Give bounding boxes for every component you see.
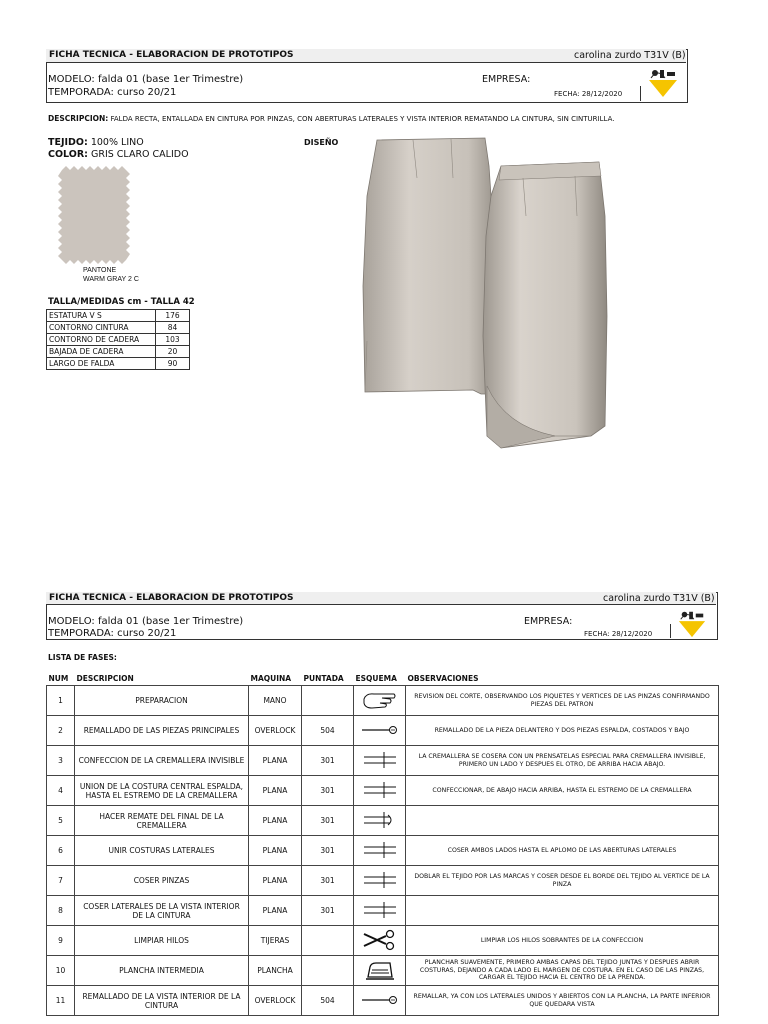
fase-row bbox=[47, 716, 719, 746]
tejido-value: 100% LINO bbox=[90, 137, 144, 148]
company-logo-icon bbox=[646, 66, 680, 98]
fase-row bbox=[47, 866, 719, 896]
fase-maquina: PLANCHA bbox=[249, 956, 302, 986]
fase-num: 5 bbox=[47, 806, 75, 836]
fase-puntada: 301 bbox=[302, 836, 354, 866]
sheet1-author: carolina zurdo T31V (B) bbox=[574, 50, 686, 61]
fase-esquema bbox=[354, 776, 406, 806]
backtack-icon bbox=[360, 822, 400, 831]
medida-value: 176 bbox=[156, 310, 190, 322]
description-label: DESCRIPCION: bbox=[48, 114, 109, 123]
plain-seam-icon bbox=[360, 912, 400, 921]
medidas-title: TALLA/MEDIDAS cm - TALLA 42 bbox=[48, 297, 195, 307]
fase-row bbox=[47, 896, 719, 926]
fase-num: 6 bbox=[47, 836, 75, 866]
fase-descripcion: UNION DE LA COSTURA CENTRAL ESPALDA, HASTA EL ESTREMO DE LA CREMALLERA bbox=[75, 776, 249, 806]
color-value: GRIS CLARO CALIDO bbox=[90, 149, 189, 160]
fase-maquina: OVERLOCK bbox=[249, 986, 302, 1016]
fase-row bbox=[47, 776, 719, 806]
medida-value: 90 bbox=[156, 358, 190, 370]
lista-fases-title: LISTA DE FASES: bbox=[48, 653, 117, 662]
fase-observaciones: DOBLAR EL TEJIDO POR LAS MARCAS Y COSER DESDE EL BORDE DEL TEJIDO AL VERTICE DE LA PINZA bbox=[406, 866, 719, 896]
color-label: COLOR: bbox=[48, 149, 88, 160]
medidas-row bbox=[47, 346, 190, 358]
col-descripcion: DESCRIPCION bbox=[76, 673, 134, 683]
fase-maquina: OVERLOCK bbox=[249, 716, 302, 746]
fase-maquina: MANO bbox=[249, 686, 302, 716]
col-num: NUM bbox=[48, 673, 69, 683]
medida-value: 103 bbox=[156, 334, 190, 346]
fase-num: 4 bbox=[47, 776, 75, 806]
sheet1-fecha: FECHA: 28/12/2020 bbox=[554, 90, 623, 98]
fase-maquina: PLANA bbox=[249, 776, 302, 806]
iron-icon bbox=[360, 974, 400, 983]
sheet2-modelo: MODELO: falda 01 (base 1er Trimestre) bbox=[48, 616, 244, 627]
fase-observaciones: CONFECCIONAR, DE ABAJO HACIA ARRIBA, HASTA EL ESTREMO DE LA CREMALLERA bbox=[406, 776, 719, 806]
fase-observaciones: REMALLAR, YA CON LOS LATERALES UNIDOS Y ABIERTOS CON LA PLANCHA, LA PARTE INFERIOR QUE QUEDARA VISTA bbox=[406, 986, 719, 1016]
fase-num: 1 bbox=[47, 686, 75, 716]
fases-header-row bbox=[47, 671, 719, 686]
fase-num: 10 bbox=[47, 956, 75, 986]
fase-descripcion: PREPARACION bbox=[75, 686, 249, 716]
fase-num: 3 bbox=[47, 746, 75, 776]
fase-observaciones bbox=[406, 806, 719, 836]
fase-descripcion: CONFECCION DE LA CREMALLERA INVISIBLE bbox=[75, 746, 249, 776]
col-observaciones: OBSERVACIONES bbox=[407, 673, 479, 683]
sheet2-author: carolina zurdo T31V (B) bbox=[603, 593, 715, 604]
fase-esquema bbox=[354, 956, 406, 986]
medidas-row bbox=[47, 310, 190, 322]
medida-name: LARGO DE FALDA bbox=[47, 358, 156, 370]
fase-row bbox=[47, 986, 719, 1016]
diseno-label: DISEÑO bbox=[304, 138, 339, 147]
col-esquema: ESQUEMA bbox=[355, 673, 397, 683]
fase-num: 9 bbox=[47, 926, 75, 956]
fase-row bbox=[47, 686, 719, 716]
fase-descripcion: COSER LATERALES DE LA VISTA INTERIOR DE LA CINTURA bbox=[75, 896, 249, 926]
hand-icon bbox=[360, 704, 400, 713]
fase-puntada: 504 bbox=[302, 716, 354, 746]
fase-row bbox=[47, 926, 719, 956]
company-logo-icon bbox=[676, 608, 708, 638]
fase-observaciones: PLANCHAR SUAVEMENTE, PRIMERO AMBAS CAPAS DEL TEJIDO JUNTAS Y DESPUES ABRIR COSTURAS, DEJANDO A CADA LADO EL MARGEN DE COSTURA. EN EL CASO DE LAS PINZAS, CARGAR EL TEJIDO HACIA EL CENTRO DE LA PRENDA. bbox=[406, 956, 719, 986]
sheet1-empresa: EMPRESA: bbox=[482, 74, 531, 85]
fase-observaciones bbox=[406, 896, 719, 926]
skirt-design-illustration bbox=[355, 136, 610, 456]
fase-esquema bbox=[354, 746, 406, 776]
fase-puntada: 301 bbox=[302, 746, 354, 776]
scissors-icon bbox=[360, 944, 400, 953]
fase-puntada bbox=[302, 956, 354, 986]
fabric-swatch bbox=[58, 166, 130, 264]
sheet2-fecha: FECHA: 28/12/2020 bbox=[584, 630, 653, 638]
fase-esquema bbox=[354, 866, 406, 896]
fase-maquina: PLANA bbox=[249, 836, 302, 866]
fase-puntada: 301 bbox=[302, 866, 354, 896]
fase-maquina: PLANA bbox=[249, 866, 302, 896]
fase-puntada: 301 bbox=[302, 776, 354, 806]
fase-esquema bbox=[354, 986, 406, 1016]
fase-observaciones: LA CREMALLERA SE COSERA CON UN PRENSATELAS ESPECIAL PARA CREMALLERA INVISIBLE, PRIMERO UN LADO Y DESPUES EL OTRO, DE ARRIBA HACIA ABAJO. bbox=[406, 746, 719, 776]
fase-observaciones: REVISION DEL CORTE, OBSERVANDO LOS PIQUETES Y VERTICES DE LAS PINZAS CONFIRMANDO PIEZAS DEL PATRON bbox=[406, 686, 719, 716]
fase-descripcion: HACER REMATE DEL FINAL DE LA CREMALLERA bbox=[75, 806, 249, 836]
fase-descripcion: REMALLADO DE LAS PIEZAS PRINCIPALES bbox=[75, 716, 249, 746]
fase-puntada: 301 bbox=[302, 806, 354, 836]
fase-esquema bbox=[354, 806, 406, 836]
overlock-icon bbox=[360, 730, 400, 739]
medidas-row bbox=[47, 334, 190, 346]
plain-seam-icon bbox=[360, 762, 400, 771]
fase-num: 7 bbox=[47, 866, 75, 896]
fase-puntada bbox=[302, 686, 354, 716]
fase-puntada: 301 bbox=[302, 896, 354, 926]
pantone-line1: PANTONE bbox=[83, 267, 117, 274]
fase-esquema bbox=[354, 836, 406, 866]
fase-num: 2 bbox=[47, 716, 75, 746]
fase-row bbox=[47, 836, 719, 866]
fase-row bbox=[47, 806, 719, 836]
tejido-label: TEJIDO: bbox=[48, 137, 88, 148]
medidas-row bbox=[47, 322, 190, 334]
fase-row bbox=[47, 746, 719, 776]
color-line bbox=[48, 149, 189, 160]
medida-name: CONTORNO DE CADERA bbox=[47, 334, 156, 346]
overlock-icon bbox=[360, 1000, 400, 1009]
medida-name: BAJADA DE CADERA bbox=[47, 346, 156, 358]
medidas-row bbox=[47, 358, 190, 370]
medida-value: 84 bbox=[156, 322, 190, 334]
sheet2-temporada: TEMPORADA: curso 20/21 bbox=[48, 628, 177, 639]
fase-num: 11 bbox=[47, 986, 75, 1016]
sheet1-title: FICHA TECNICA - ELABORACION DE PROTOTIPOS bbox=[49, 50, 294, 60]
fase-row bbox=[47, 956, 719, 986]
pantone-line2: WARM GRAY 2 C bbox=[83, 276, 139, 283]
fase-observaciones: COSER AMBOS LADOS HASTA EL APLOMO DE LAS ABERTURAS LATERALES bbox=[406, 836, 719, 866]
fase-puntada bbox=[302, 926, 354, 956]
col-maquina: MAQUINA bbox=[250, 673, 292, 683]
plain-seam-icon bbox=[360, 792, 400, 801]
fase-maquina: PLANA bbox=[249, 746, 302, 776]
tejido-line bbox=[48, 137, 144, 148]
fase-maquina: PLANA bbox=[249, 806, 302, 836]
col-puntada: PUNTADA bbox=[303, 673, 344, 683]
fase-esquema bbox=[354, 686, 406, 716]
medida-name: CONTORNO CINTURA bbox=[47, 322, 156, 334]
fase-esquema bbox=[354, 926, 406, 956]
fase-descripcion: UNIR COSTURAS LATERALES bbox=[75, 836, 249, 866]
fases-table bbox=[46, 671, 719, 1016]
fase-maquina: TIJERAS bbox=[249, 926, 302, 956]
fase-maquina: PLANA bbox=[249, 896, 302, 926]
fase-puntada: 504 bbox=[302, 986, 354, 1016]
sheet1-temporada: TEMPORADA: curso 20/21 bbox=[48, 87, 177, 98]
sheet2-empresa: EMPRESA: bbox=[524, 616, 573, 627]
description-text: FALDA RECTA, ENTALLADA EN CINTURA POR PINZAS, CON ABERTURAS LATERALES Y VISTA INTERIOR REMATANDO LA CINTURA, SIN CINTURILLA. bbox=[110, 115, 615, 123]
sheet1-modelo: MODELO: falda 01 (base 1er Trimestre) bbox=[48, 74, 244, 85]
fase-esquema bbox=[354, 716, 406, 746]
fase-descripcion: LIMPIAR HILOS bbox=[75, 926, 249, 956]
fase-observaciones: REMALLADO DE LA PIEZA DELANTERO Y DOS PIEZAS ESPALDA, COSTADOS Y BAJO bbox=[406, 716, 719, 746]
fase-esquema bbox=[354, 896, 406, 926]
fase-descripcion: COSER PINZAS bbox=[75, 866, 249, 896]
fase-num: 8 bbox=[47, 896, 75, 926]
plain-seam-icon bbox=[360, 852, 400, 861]
fase-descripcion: REMALLADO DE LA VISTA INTERIOR DE LA CINTURA bbox=[75, 986, 249, 1016]
fase-observaciones: LIMPIAR LOS HILOS SOBRANTES DE LA CONFECCION bbox=[406, 926, 719, 956]
medida-value: 20 bbox=[156, 346, 190, 358]
sheet2-title: FICHA TECNICA - ELABORACION DE PROTOTIPOS bbox=[49, 593, 294, 603]
fase-descripcion: PLANCHA INTERMEDIA bbox=[75, 956, 249, 986]
plain-seam-icon bbox=[360, 882, 400, 891]
medidas-table bbox=[46, 309, 190, 370]
medida-name: ESTATURA V S bbox=[47, 310, 156, 322]
description-line bbox=[48, 114, 614, 123]
